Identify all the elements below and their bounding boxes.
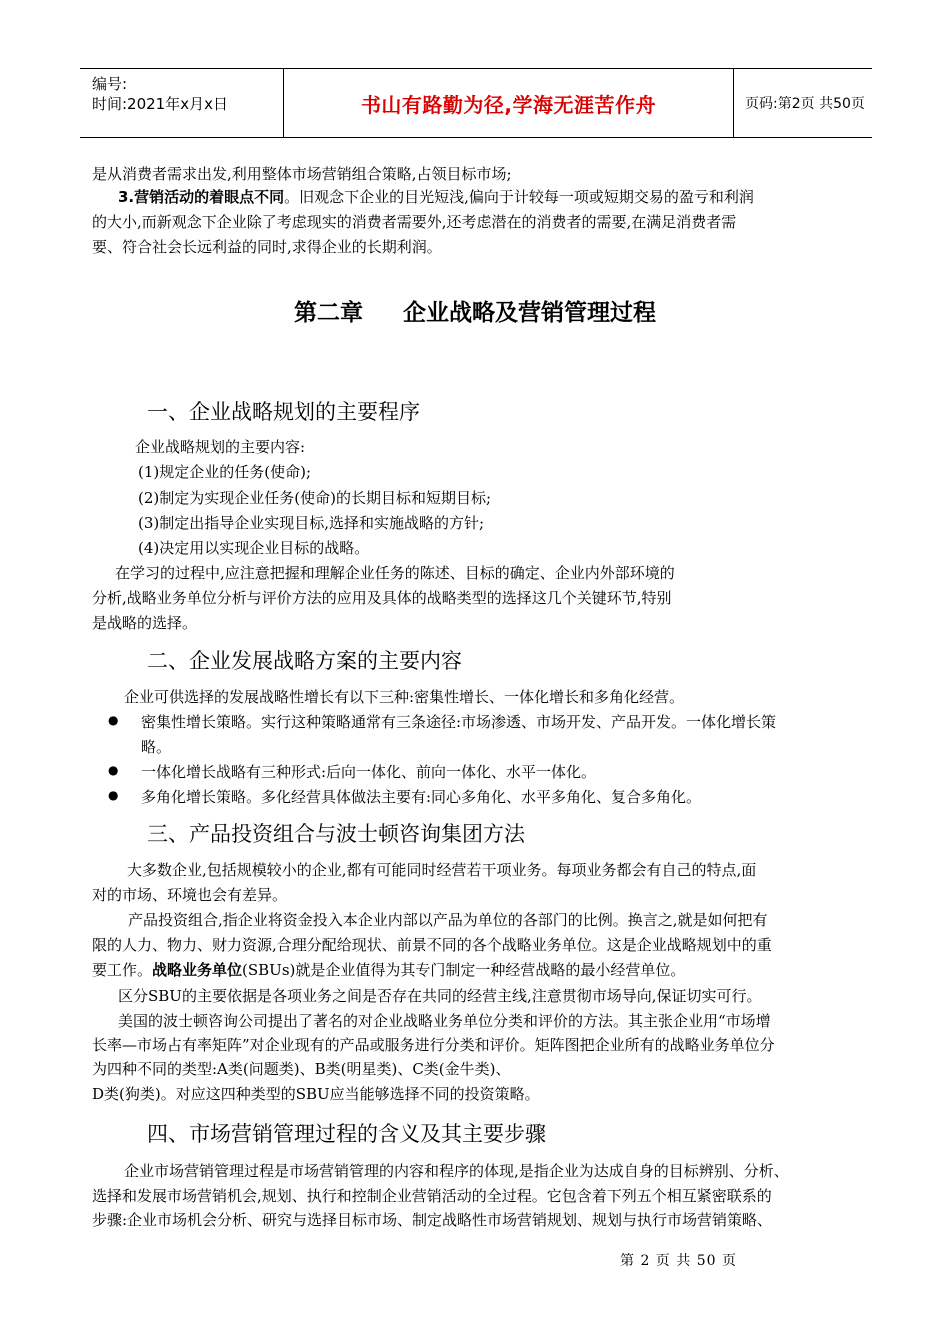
bullet-icon: ● [108, 788, 119, 802]
section-2-bullet-2: 一体化增长战略有三种形式:后向一体化、前向一体化、水平一体化。 [141, 763, 597, 781]
section-4-heading: 四、市场营销管理过程的含义及其主要步骤 [147, 1122, 546, 1146]
text-span: (SBUs)就是企业值得为其专门制定一种经营战略的最小经营单位。 [242, 961, 686, 979]
section-4-paragraph-line: 步骤:企业市场机会分析、研究与选择目标市场、制定战略性市场营销规划、规划与执行市场营销策略、 [92, 1211, 773, 1229]
section-2-bullet-1: 密集性增长策略。实行这种策略通常有三条途径:市场渗透、市场开发、产品开发。一体化增长策 [141, 713, 777, 731]
header-motto: 书山有路勤为径,学海无涯苦作舟 [283, 69, 734, 137]
section-1-paragraph-line: 分析,战略业务单位分析与评价方法的应用及具体的战略类型的选择这几个关键环节,特别 [92, 589, 672, 607]
header-left-cell [80, 69, 283, 137]
section-3-paragraph-line [92, 959, 685, 980]
section-2-bullet-1-cont: 略。 [141, 738, 172, 756]
chapter-title [0, 294, 950, 327]
point3-line [118, 186, 754, 207]
section-3-paragraph-line: 为四种不同的类型:A类(问题类)、B类(明星类)、C类(金牛类)、 [92, 1060, 511, 1078]
bullet-icon: ● [108, 763, 119, 777]
section-1-item: (2)制定为实现企业任务(使命)的长期目标和短期目标; [138, 489, 492, 507]
intro-line: 是从消费者需求出发,利用整体市场营销组合策略,占领目标市场; [92, 165, 512, 183]
point3-title: 3.营销活动的着眼点不同 [118, 188, 285, 206]
bullet-icon: ● [108, 713, 119, 727]
section-1-paragraph-line: 在学习的过程中,应注意把握和理解企业任务的陈述、目标的确定、企业内外部环境的 [115, 564, 675, 582]
section-1-paragraph-line: 是战略的选择。 [92, 614, 198, 632]
document-time-label: 时间:2021年x月x日 [92, 95, 228, 113]
text-span: 要工作。 [92, 961, 153, 979]
page-footer: 第 2 页 共 50 页 [620, 1253, 737, 1269]
chapter-number: 第二章 [294, 300, 363, 326]
header-page-info: 页码:第2页 共50页 [745, 96, 865, 112]
section-2-heading: 二、企业发展战略方案的主要内容 [147, 649, 462, 673]
section-3-paragraph-line: 大多数企业,包括规模较小的企业,都有可能同时经营若干项业务。每项业务都会有自己的特点,面 [127, 861, 757, 879]
section-2-intro: 企业可供选择的发展战略性增长有以下三种:密集性增长、一体化增长和多角化经营。 [124, 688, 685, 706]
section-1-intro: 企业战略规划的主要内容: [135, 438, 306, 456]
point3-line-3: 要、符合社会长远利益的同时,求得企业的长期利润。 [92, 238, 442, 256]
section-3-paragraph-line: 对的市场、环境也会有差异。 [92, 886, 288, 904]
page-header [80, 68, 872, 138]
section-3-paragraph-line: D类(狗类)。对应这四种类型的SBU应当能够选择不同的投资策略。 [92, 1085, 540, 1103]
section-3-paragraph-line: 产品投资组合,指企业将资金投入本企业内部以产品为单位的各部门的比例。换言之,就是如何把有 [128, 911, 768, 929]
section-3-paragraph-line: 区分SBU的主要依据是各项业务之间是否存在共同的经营主线,注意贯彻市场导向,保证切实可行。 [118, 987, 762, 1005]
section-1-item: (3)制定出指导企业实现目标,选择和实施战略的方针; [138, 514, 485, 532]
section-1-heading: 一、企业战略规划的主要程序 [147, 400, 420, 424]
section-4-paragraph-line: 企业市场营销管理过程是市场营销管理的内容和程序的体现,是指企业为达成自身的目标辨别、分析、 [124, 1162, 789, 1180]
section-1-item: (1)规定企业的任务(使命); [138, 463, 312, 481]
section-3-paragraph-line: 美国的波士顿咨询公司提出了著名的对企业战略业务单位分类和评价的方法。其主张企业用“市场增 [118, 1012, 771, 1030]
section-4-paragraph-line: 选择和发展市场营销机会,规划、执行和控制企业营销活动的全过程。它包含着下列五个相互紧密联系的 [92, 1187, 772, 1205]
section-3-paragraph-line: 限的人力、物力、财力资源,合理分配给现状、前景不同的各个战略业务单位。这是企业战略规划中的重 [92, 936, 772, 954]
section-3-heading: 三、产品投资组合与波士顿咨询集团方法 [147, 822, 525, 846]
section-3-paragraph-line: 长率—市场占有率矩阵”对企业现有的产品或服务进行分类和评价。矩阵图把企业所有的战略业务单位分 [92, 1036, 775, 1054]
point3-line-2: 的大小,而新观念下企业除了考虑现实的消费者需要外,还考虑潜在的消费者的需要,在满足消费者需 [92, 213, 737, 231]
section-1-item: (4)决定用以实现企业目标的战略。 [138, 539, 370, 557]
document-number-label: 编号: [92, 75, 128, 93]
sbu-term: 战略业务单位 [152, 961, 243, 979]
point3-text: 。旧观念下企业的目光短浅,偏向于计较每一项或短期交易的盈亏和利润 [284, 188, 754, 206]
section-2-bullet-3: 多角化增长策略。多化经营具体做法主要有:同心多角化、水平多角化、复合多角化。 [141, 788, 702, 806]
chapter-name: 企业战略及营销管理过程 [403, 300, 656, 326]
